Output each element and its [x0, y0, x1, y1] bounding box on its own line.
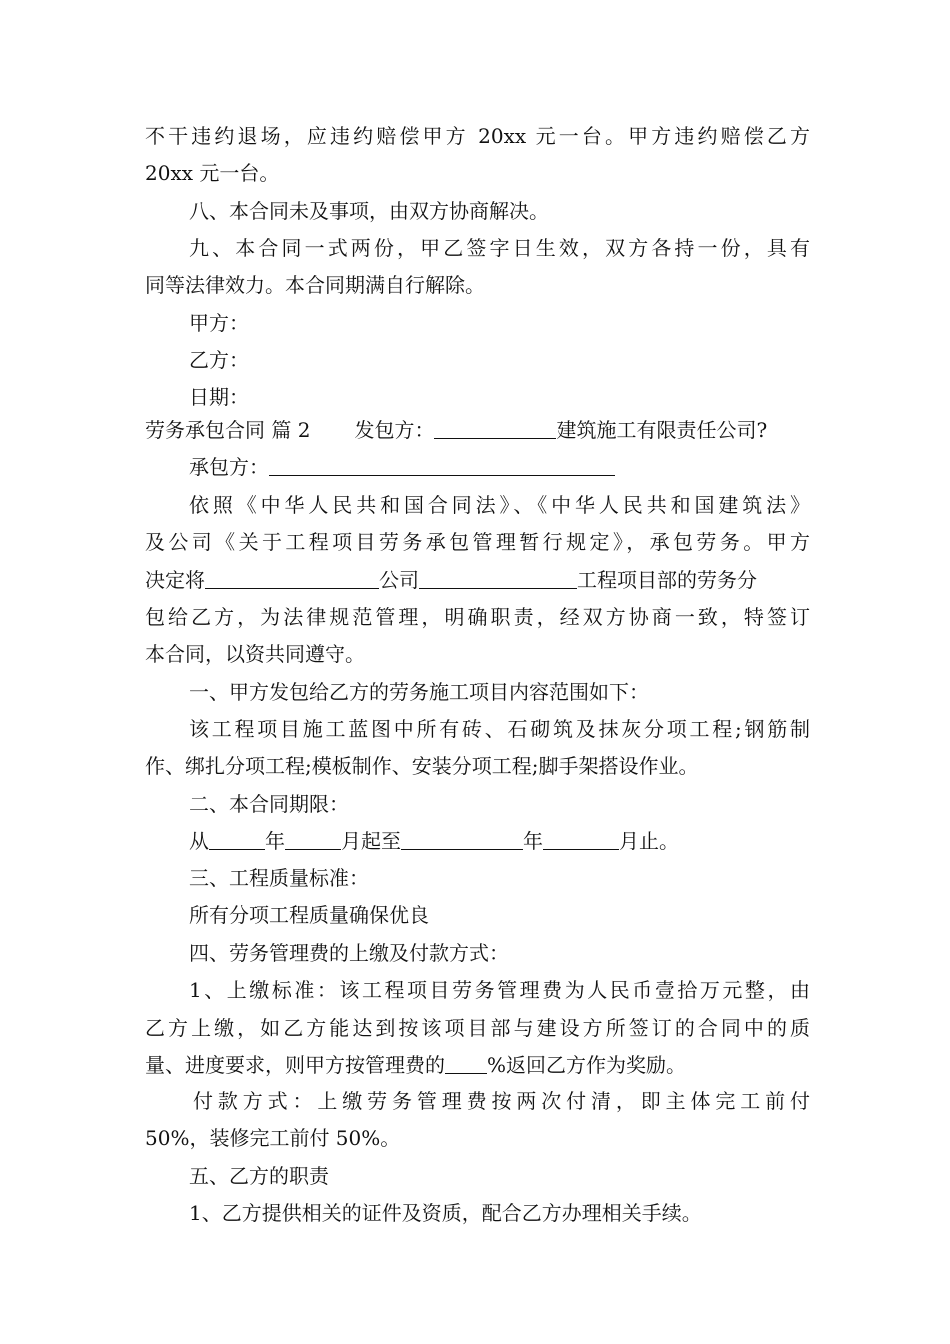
- section-title: 劳务承包合同 篇 2: [145, 418, 311, 442]
- paragraph-line: 同等法律效力。本合同期满自行解除。: [145, 273, 485, 297]
- paragraph-line: [145, 565, 810, 595]
- text: 年: [265, 829, 285, 853]
- clause-2-heading: 二、本合同期限：: [189, 792, 349, 816]
- text: 月止。: [619, 829, 679, 853]
- blank-line: [269, 453, 615, 476]
- contractor-label: 承包方：: [189, 455, 269, 479]
- paragraph-line: 本合同，以资共同遵守。: [145, 642, 365, 666]
- text: 年: [523, 829, 543, 853]
- paragraph-line: 作、绑扎分项工程;模板制作、安装分项工程;脚手架搭设作业。: [145, 754, 699, 778]
- party-a-label: 甲方：: [189, 311, 249, 335]
- paragraph-line: 该工程项目施工蓝图中所有砖、石砌筑及抹灰分项工程;钢筋制: [189, 717, 810, 741]
- paragraph-line: 及公司《关于工程项目劳务承包管理暂行规定》，承包劳务。甲方: [145, 530, 810, 554]
- blank-line: [209, 827, 265, 850]
- text: 公司: [379, 568, 419, 592]
- blank-line: [419, 566, 577, 589]
- clause-4-heading: 四、劳务管理费的上缴及付款方式：: [189, 941, 509, 965]
- paragraph-line: 乙方上缴，如乙方能达到按该项目部与建设方所签订的合同中的质: [145, 1016, 810, 1040]
- clause-8: 八、本合同未及事项，由双方协商解决。: [189, 199, 549, 223]
- text: 决定将: [145, 568, 205, 592]
- paragraph-line: 所有分项工程质量确保优良: [189, 903, 429, 927]
- party-b-label: 乙方：: [189, 348, 249, 372]
- company-suffix: 建筑施工有限责任公司?: [556, 418, 768, 442]
- paragraph-line: 不干违约退场，应违约赔偿甲方 20xx 元一台。甲方违约赔偿乙方: [145, 124, 810, 148]
- clause-3-heading: 三、工程质量标准：: [189, 866, 369, 890]
- clause-5-heading: 五、乙方的职责: [189, 1164, 329, 1188]
- text: %返回乙方作为奖励。: [487, 1053, 687, 1077]
- date-label: 日期：: [189, 385, 249, 409]
- blank-line: [401, 827, 523, 850]
- contract-heading-line: [145, 415, 810, 445]
- paragraph-line: 1、上缴标准：该工程项目劳务管理费为人民币壹拾万元整，由: [189, 978, 810, 1002]
- text: 从: [189, 829, 209, 853]
- paragraph-line: 1、乙方提供相关的证件及资质，配合乙方办理相关手续。: [189, 1201, 702, 1225]
- text: 工程项目部的劳务分: [577, 568, 757, 592]
- contractor-line: [189, 452, 810, 482]
- paragraph-line: 包给乙方，为法律规范管理，明确职责，经双方协商一致，特签订: [145, 605, 810, 629]
- blank-line: [434, 416, 556, 439]
- clause-1-heading: 一、甲方发包给乙方的劳务施工项目内容范围如下：: [189, 680, 649, 704]
- paragraph-line: 付款方式：上缴劳务管理费按两次付清，即主体完工前付: [193, 1089, 810, 1113]
- paragraph-line: [145, 1050, 810, 1080]
- text: 月起至: [341, 829, 401, 853]
- clause-9: 九、本合同一式两份，甲乙签字日生效，双方各持一份，具有: [189, 236, 810, 260]
- text: 量、进度要求，则甲方按管理费的: [145, 1053, 445, 1077]
- paragraph-line: 依照《中华人民共和国合同法》、《中华人民共和国建筑法》: [189, 493, 810, 517]
- employer-label: 发包方：: [354, 418, 435, 442]
- blank-line: [543, 827, 619, 850]
- blank-line: [285, 827, 341, 850]
- term-line: [189, 826, 810, 856]
- paragraph-line: 20xx 元一台。: [145, 161, 280, 185]
- blank-line: [205, 566, 379, 589]
- paragraph-line: 50%，装修完工前付 50%。: [145, 1126, 401, 1150]
- blank-line: [445, 1051, 487, 1074]
